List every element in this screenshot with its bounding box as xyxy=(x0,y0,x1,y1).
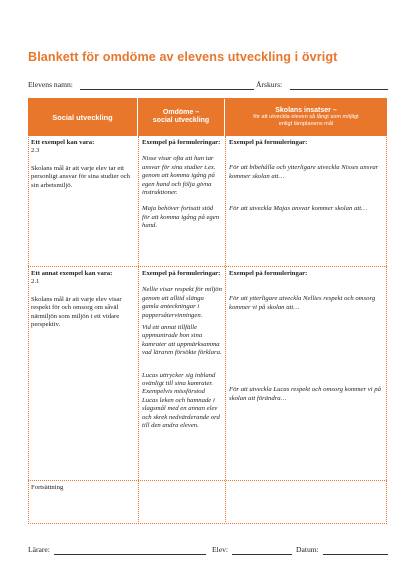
row2-goal-cell xyxy=(31,270,135,329)
header-col2-line1: Omdöme – xyxy=(162,108,200,116)
assessment-table xyxy=(28,98,387,524)
row2-assessment-text1: Nellie visar respekt för miljön genom att alltid slänga gamla anteckningar i pappersåtervinningen. xyxy=(142,286,222,319)
column-divider-2 xyxy=(225,136,226,522)
teacher-label: Lärare: xyxy=(28,545,50,554)
row2-assessment-text2: Vid ett annat tillfälle uppmuntrade hon sina kamrater att uppmärksamma vad läraren försökte förklara. xyxy=(142,324,222,357)
row2-goal-ref: 2.1 xyxy=(31,278,40,286)
header-col3-line3: enligt läroplanens mål xyxy=(278,120,334,127)
header-col3-line1: Skolans insatser – xyxy=(275,106,337,114)
row2-actions-cell xyxy=(229,270,383,403)
row2-goal-text: Skolans mål är att varje elev visar respekt för och omsorg om såväl närmiljön som miljön i ett vidare perspektiv. xyxy=(31,295,122,329)
header-col3-line2: för att utveckla eleven så långt som möjligt xyxy=(253,113,359,120)
row1-actions-text1: För att bibehålla och ytterligare utveckla Nisses ansvar kommer skolan att… xyxy=(229,164,379,180)
row1-actions-heading: Exempel på formuleringar: xyxy=(229,139,308,146)
continuation-cell[interactable] xyxy=(31,484,135,492)
signature-row xyxy=(28,545,388,559)
row1-actions-text2: För att utveckla Majas ansvar kommer skolan att… xyxy=(229,205,368,213)
continuation-label: Fortsättning xyxy=(31,484,64,491)
row1-assessment-text1: Nisse visar ofta att han tar ansvar för sina studier t.ex. genom att komma igång på egen hand och följa givna instruktioner. xyxy=(142,155,216,197)
row2-assessment-heading: Exempel på formuleringar: xyxy=(142,270,221,277)
row1-actions-cell xyxy=(229,139,383,214)
row2-actions-text1: För att ytterligare utveckla Nellies respekt och omsorg kommer vi på skolan att… xyxy=(229,295,376,311)
row2-assessment-cell xyxy=(142,270,222,431)
student-name-field[interactable] xyxy=(80,89,254,90)
row1-goal-cell xyxy=(31,139,135,190)
row-divider-1 xyxy=(28,266,387,267)
header-col2-line2: social utveckling xyxy=(152,117,210,124)
teacher-signature-field[interactable] xyxy=(54,554,206,555)
row1-goal-text: Skolans mål är att varje elev tar ett personligt ansvar för sina studier och sin arbetsmiljö. xyxy=(31,164,130,189)
student-info-row xyxy=(28,80,388,94)
date-field[interactable] xyxy=(323,554,388,555)
pupil-label: Elev: xyxy=(212,545,229,554)
row1-assessment-heading: Exempel på formuleringar: xyxy=(142,139,221,146)
row1-goal-ref: 2.3 xyxy=(31,147,40,155)
header-col1-text: Social utveckling xyxy=(52,112,113,122)
pupil-signature-field[interactable] xyxy=(232,554,292,555)
row2-assessment-text3: Lucas uttrycker sig inbland ovänligt till sina kamrater. Exempelvis missförstod Lucas leken och hamnade i slagsmål med en annan elev och skrek nedvärderande ord till den andra eleven. xyxy=(142,371,220,430)
row1-assessment-cell xyxy=(142,139,222,231)
date-label: Datum: xyxy=(296,545,319,554)
row2-actions-heading: Exempel på formuleringar: xyxy=(229,270,308,277)
form-title: Blankett för omdöme av elevens utveckling i övrigt xyxy=(28,50,338,64)
row-divider-2 xyxy=(28,480,387,481)
row2-goal-heading: Ett annat exempel kan vara: xyxy=(31,270,113,277)
column-divider-1 xyxy=(138,136,139,522)
row1-goal-heading: Ett exempel kan vara: xyxy=(31,139,95,146)
school-year-field[interactable] xyxy=(290,89,388,90)
row2-actions-text2: För att utveckla Lucas respekt och omsorg kommer vi på skolan att förändra… xyxy=(229,386,381,402)
row1-assessment-text2: Maja behöver fortsatt stöd för att komma igång på egen hand. xyxy=(142,205,220,230)
student-name-label: Elevens namn: xyxy=(28,80,73,89)
school-year-label: Årskurs: xyxy=(256,80,283,89)
